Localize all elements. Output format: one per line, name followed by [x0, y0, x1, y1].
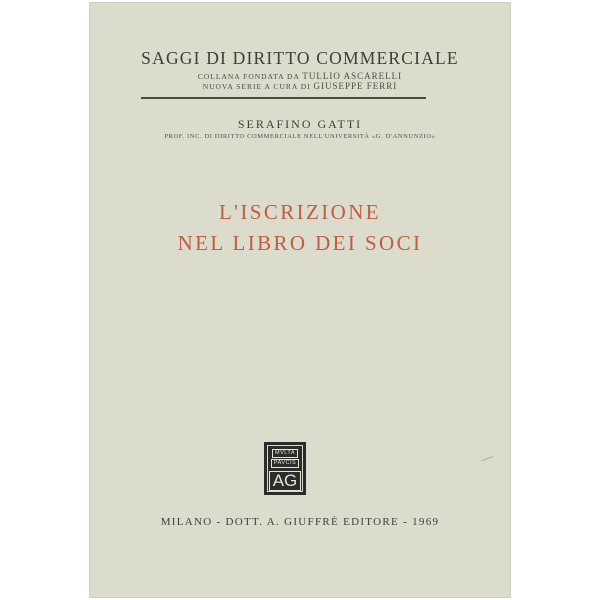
author-name: SERAFINO GATTI [237, 117, 363, 131]
series-founder [89, 71, 511, 81]
series-editor [89, 81, 511, 91]
series-founder-prefix: COLLANA FONDATA DA [197, 72, 300, 81]
publisher-logo [264, 442, 306, 495]
author-affiliation: PROF. INC. DI DIRITTO COMMERCIALE NELL'UNIVERSITÀ «G. D'ANNUNZIO» [164, 133, 436, 140]
series-divider-rule [141, 97, 426, 99]
book-title-line-2: NEL LIBRO DEI SOCI [177, 231, 423, 255]
publisher-logo-frame [267, 445, 303, 492]
logo-motto-line-1: MVLTA [272, 449, 298, 458]
series-founder-name: TULLIO ASCARELLI [302, 71, 403, 81]
logo-motto-line-2: PAVCIS [271, 459, 299, 468]
series-editor-name: GIUSEPPE FERRI [313, 81, 398, 91]
publisher-imprint: MILANO - DOTT. A. GIUFFRÈ EDITORE - 1969 [160, 516, 440, 528]
pencil-mark [481, 456, 494, 466]
book-cover [89, 2, 511, 598]
series-title: SAGGI DI DIRITTO COMMERCIALE [141, 48, 459, 68]
logo-monogram: AG [269, 471, 302, 491]
book-title-line-1: L'ISCRIZIONE [218, 200, 382, 224]
series-editor-prefix: NUOVA SERIE A CURA DI [202, 82, 311, 91]
